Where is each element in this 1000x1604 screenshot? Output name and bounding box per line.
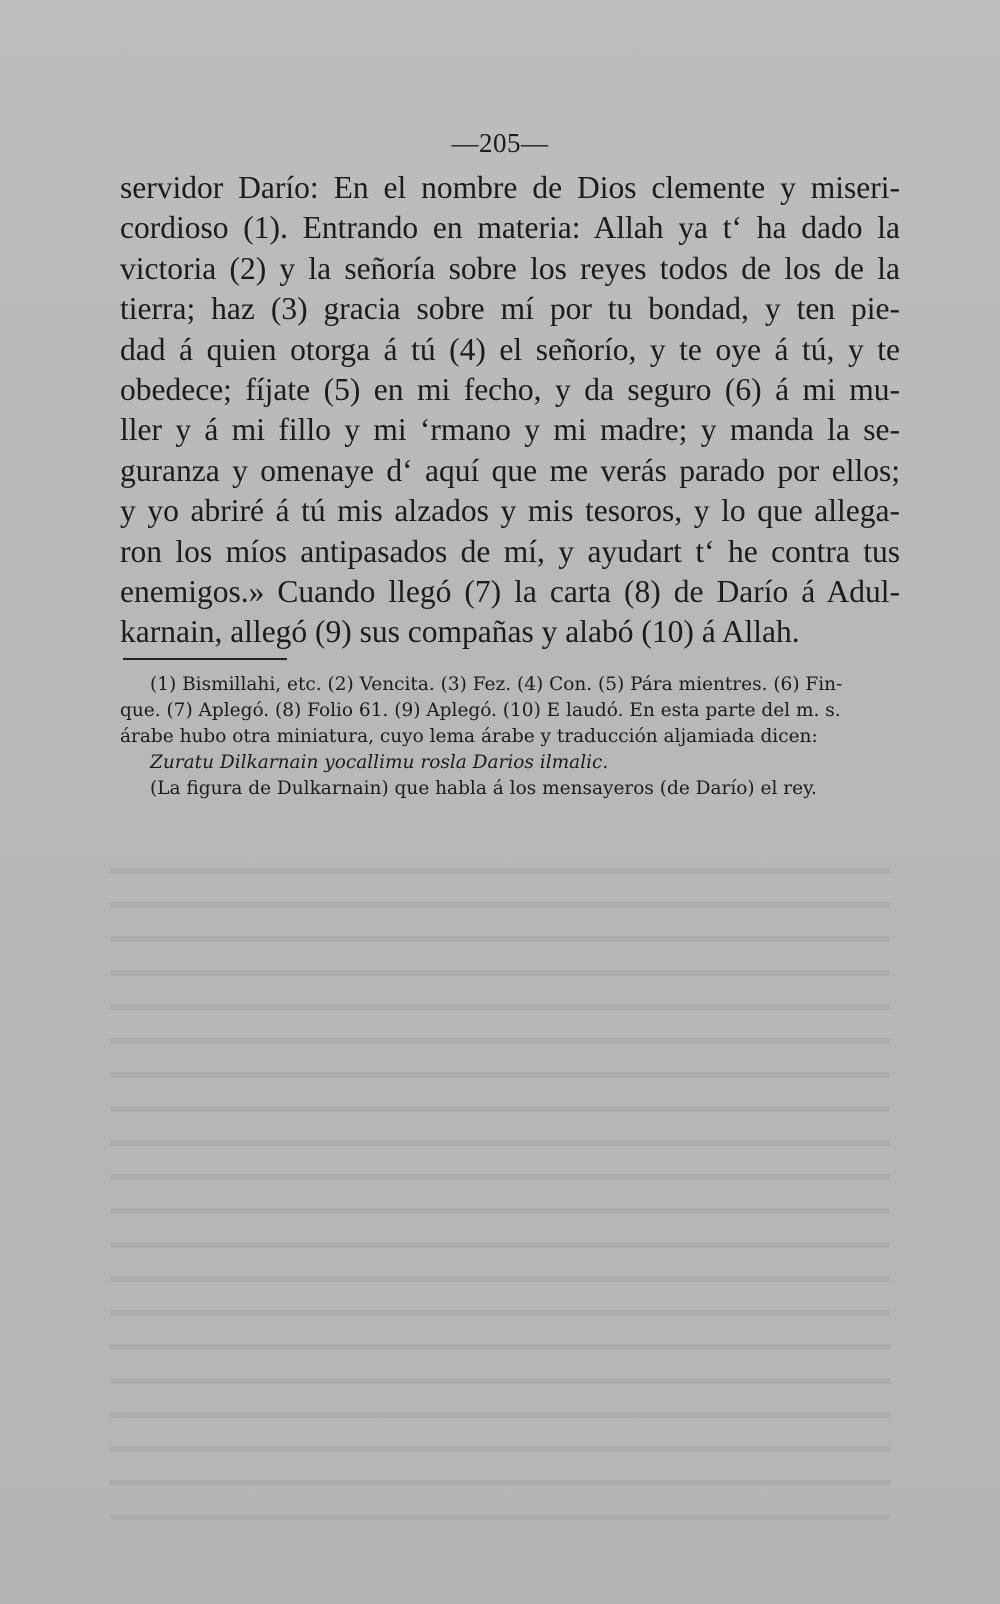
footnote-line: Zuratu Dilkarnain yocallimu rosla Darios ilmalic. [150, 752, 609, 773]
body-line: tierra; haz (3) gracia sobre mí por tu bondad, y ten pie- [120, 291, 900, 327]
body-text [120, 168, 900, 653]
footnotes [120, 672, 916, 802]
body-line: ller y á mi fillo y mi ‘rmano y mi madre; y manda la se- [120, 412, 900, 448]
footnote-line: árabe hubo otra miniatura, cuyo lema árabe y traducción aljamiada dicen: [120, 726, 818, 747]
footnote-line: (La figura de Dulkarnain) que habla á los mensayeros (de Darío) el rey. [150, 778, 817, 799]
footnote-line: que. (7) Aplegó. (8) Folio 61. (9) Aplegó. (10) E laudó. En esta parte del m. s. [120, 700, 841, 721]
body-line: cordioso (1). Entrando en materia: Allah ya t‘ ha dado la [120, 210, 900, 246]
footnote-line: (1) Bismillahi, etc. (2) Vencita. (3) Fez. (4) Con. (5) Pára mientres. (6) Fin- [150, 674, 843, 695]
body-line: y yo abriré á tú mis alzados y mis tesoros, y lo que allega- [120, 493, 900, 529]
body-line: dad á quien otorga á tú (4) el señorío, y te oye á tú, y te [120, 331, 900, 367]
footnote-divider [123, 658, 287, 660]
body-line: victoria (2) y la señoría sobre los reyes todos de los de la [120, 250, 900, 286]
page-number: —205— [451, 128, 549, 158]
body-line: guranza y omenaye d‘ aquí que me verás parado por ellos; [120, 452, 900, 488]
bleed-through-texture [110, 840, 890, 1540]
body-line: ron los míos antipasados de mí, y ayudart t‘ he contra tus [120, 533, 900, 569]
body-line: karnain, allegó (9) sus compañas y alabó (10) á Allah. [120, 614, 800, 650]
body-line: obedece; fíjate (5) en mi fecho, y da seguro (6) á mi mu- [120, 372, 900, 408]
body-line: enemigos.» Cuando llegó (7) la carta (8) de Darío á Adul- [120, 574, 900, 610]
body-line: servidor Darío: En el nombre de Dios clemente y miseri- [120, 170, 900, 205]
